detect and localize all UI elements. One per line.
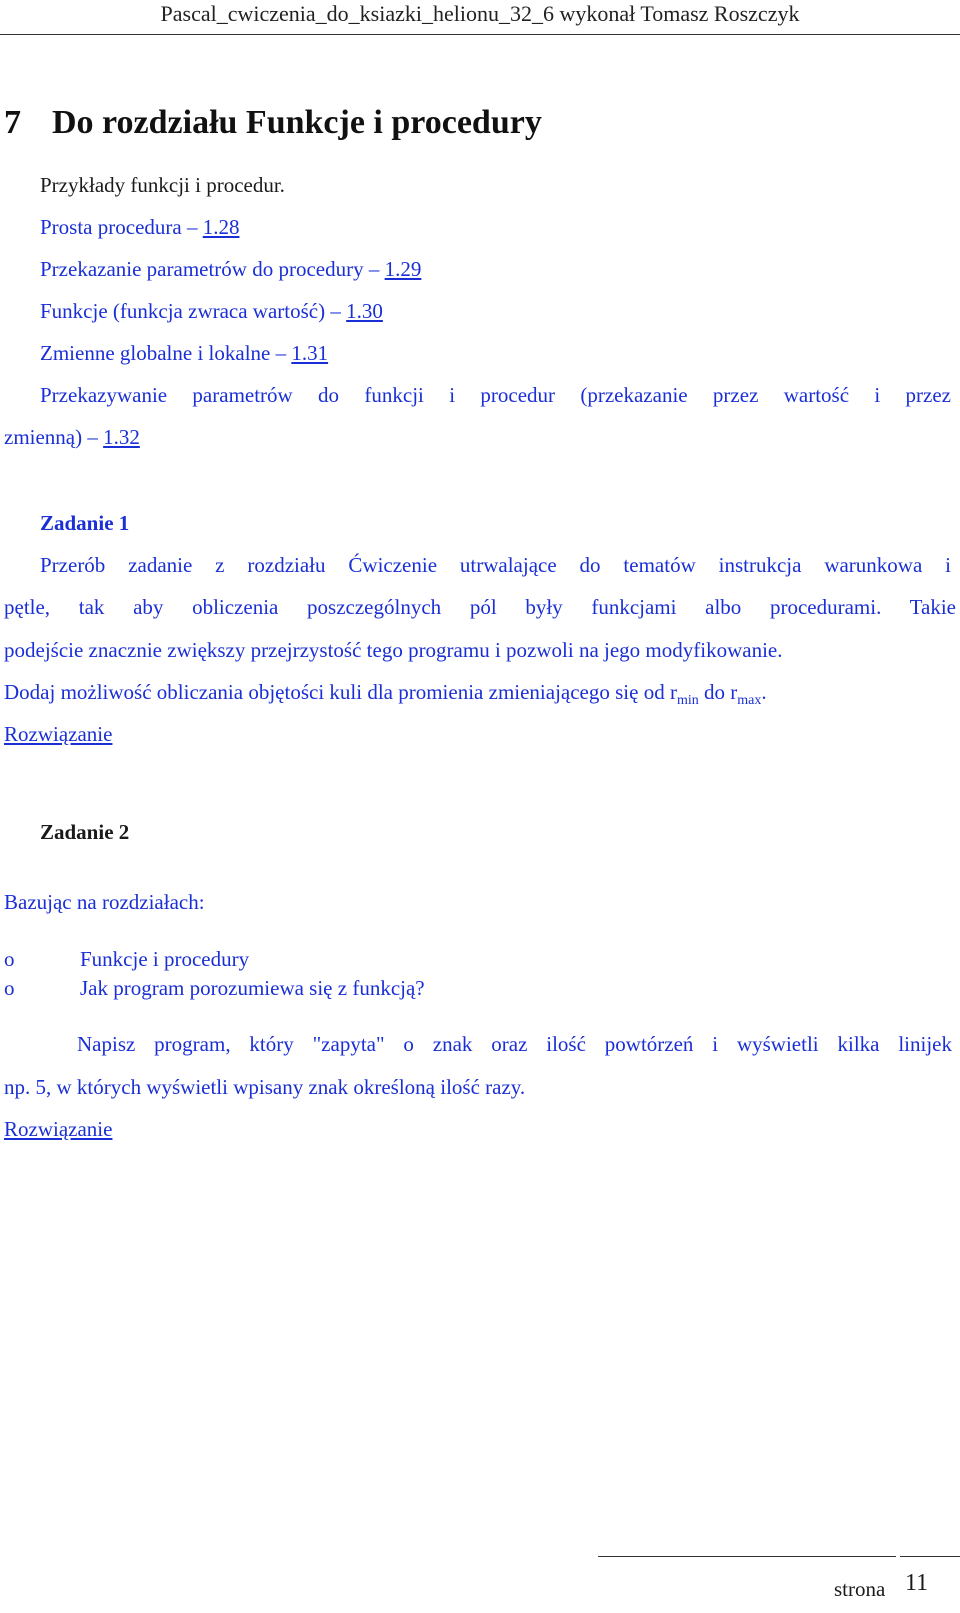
- intro-item: zmienną) – 1.32: [4, 425, 140, 449]
- section-link-1-29[interactable]: 1.29: [384, 257, 422, 281]
- chapter-number: 7: [4, 104, 21, 141]
- header-rule: [0, 34, 960, 35]
- page-header: Pascal_cwiczenia_do_ksiazki_helionu_32_6 wykonał Tomasz Roszczyk: [160, 1, 800, 26]
- task1-line: podejście znacznie zwiększy przejrzystość tego programu i pozwoli na jego modyfikowanie.: [4, 638, 783, 662]
- bullet-icon: o: [4, 947, 15, 971]
- task2-lead: Bazując na rozdziałach:: [4, 890, 205, 914]
- section-link-1-28[interactable]: 1.28: [202, 215, 240, 239]
- section-link-1-31[interactable]: 1.31: [291, 341, 329, 365]
- task1-line: pętle, tak aby obliczenia poszczególnych pól były funkcjami albo procedurami. Takie: [4, 595, 956, 619]
- section-link-1-32[interactable]: 1.32: [103, 425, 140, 449]
- intro-item: Prosta procedura – 1.28: [40, 215, 240, 239]
- task2-line: np. 5, w których wyświetli wpisany znak określoną ilość razy.: [4, 1075, 526, 1099]
- intro-item: Funkcje (funkcja zwraca wartość) – 1.30: [40, 299, 383, 323]
- section-link-1-30[interactable]: 1.30: [346, 299, 383, 323]
- task1-solution-link[interactable]: Rozwiązanie: [4, 722, 113, 746]
- bullet-item: o Jak program porozumiewa się z funkcją?: [4, 976, 425, 1000]
- task2-line: Napisz program, który "zapyta" o znak oraz ilość powtórzeń i wyświetli kilka linijek: [77, 1032, 952, 1056]
- footer-rule: [598, 1556, 896, 1557]
- task2-solution-link[interactable]: Rozwiązanie: [4, 1117, 113, 1141]
- intro-item: Przekazanie parametrów do procedury – 1.29: [40, 257, 422, 281]
- task2-title: Zadanie 2: [40, 820, 130, 844]
- footer-page-label: strona: [834, 1577, 886, 1601]
- task1-line: Przerób zadanie z rozdziału Ćwiczenie utrwalające do tematów instrukcja warunkowa i: [40, 553, 951, 577]
- intro-item: Zmienne globalne i lokalne – 1.31: [40, 341, 329, 365]
- footer-rule: [900, 1556, 960, 1557]
- intro-last-line: Przekazywanie parametrów do funkcji i procedur (przekazanie przez wartość i przez: [40, 383, 951, 407]
- task1-title: Zadanie 1: [40, 511, 130, 535]
- footer-page-number: 11: [905, 1570, 929, 1596]
- task1-line: Dodaj możliwość obliczania objętości kuli dla promienia zmieniającego się od $r_{min}$ do $r_{max}$.: [4, 680, 767, 709]
- chapter-heading: [4, 102, 542, 144]
- chapter-title: Do rozdziału Funkcje i procedury: [52, 104, 542, 141]
- bullet-item: o Funkcje i procedury: [4, 947, 250, 971]
- bullet-icon: o: [4, 976, 15, 1000]
- intro-lead: Przykłady funkcji i procedur.: [40, 173, 285, 197]
